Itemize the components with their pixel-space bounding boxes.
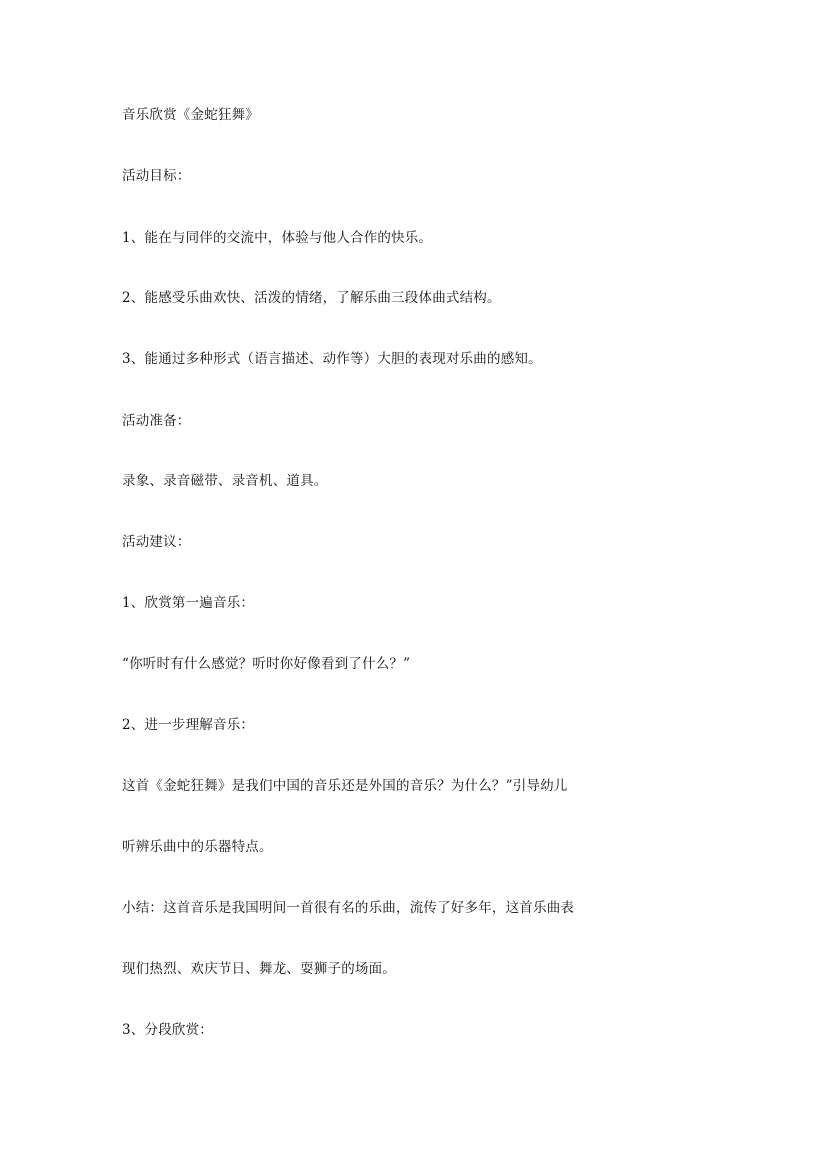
suggestion-item-1: 1、欣赏第一遍音乐： — [122, 595, 255, 611]
document-title: 音乐欣赏《金蛇狂舞》 — [122, 107, 259, 123]
summary-text: 小结：这首音乐是我国明间一首很有名的乐曲，流传了好多年，这首乐曲表 — [122, 900, 575, 916]
goal-item-1: 1、能在与同伴的交流中，体验与他人合作的快乐。 — [122, 230, 433, 246]
suggestion-question-2: 这首《金蛇狂舞》是我们中国的音乐还是外国的音乐？为什么？”引导幼儿 — [122, 778, 568, 794]
suggestion-question-2-cont: 听辨乐曲中的乐器特点。 — [122, 839, 273, 855]
suggestion-item-2: 2、进一步理解音乐： — [122, 717, 255, 733]
section-heading-suggestions: 活动建议： — [122, 534, 191, 550]
summary-text-cont: 现们热烈、欢庆节日、舞龙、耍狮子的场面。 — [122, 961, 396, 977]
section-heading-goals: 活动目标： — [122, 168, 191, 184]
preparation-text: 录象、录音磁带、录音机、道具。 — [122, 473, 328, 489]
goal-item-2: 2、能感受乐曲欢快、活泼的情绪，了解乐曲三段体曲式结构。 — [122, 290, 501, 306]
suggestion-item-3: 3、分段欣赏： — [122, 1022, 213, 1038]
goal-item-3: 3、能通过多种形式（语言描述、动作等）大胆的表现对乐曲的感知。 — [122, 351, 542, 367]
suggestion-question-1: “你听时有什么感觉？听时你好像看到了什么？” — [122, 656, 411, 672]
section-heading-preparation: 活动准备： — [122, 413, 191, 429]
